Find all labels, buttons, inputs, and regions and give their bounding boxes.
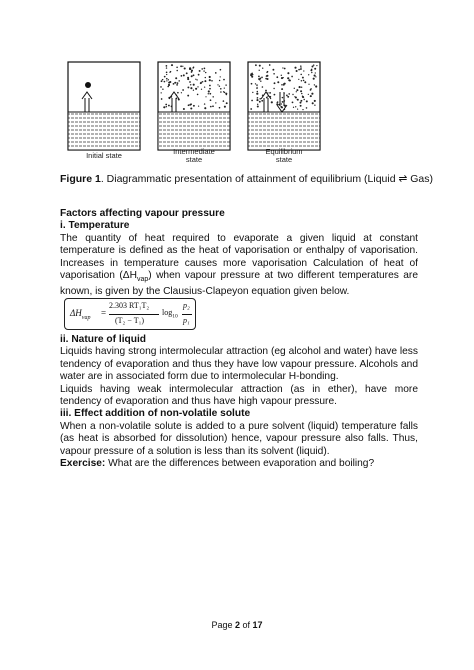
vapour-molecule [259,65,261,67]
caption-text: . Diagrammatic presentation of attainment of equilibrium (Liquid ⇌ Gas) [100,173,433,185]
vapour-molecule [251,76,253,78]
vapour-molecule [188,104,190,106]
section-title: Factors affecting vapour pressure [60,208,225,219]
vapour-molecule [209,79,211,81]
nature-paragraph-2: Liquids having weak intermolecular attraction (as in ether), have more tendency of evaporation and thus have high vapour pressure. [60,383,418,408]
temperature-heading: i. Temperature [60,220,130,232]
vapour-molecule [161,98,163,100]
vapour-molecule [314,104,315,105]
vapour-molecule [273,73,275,75]
vapour-molecule [300,102,302,104]
temperature-paragraph [60,233,418,299]
vapour-molecule [293,107,294,108]
vapour-molecule [297,99,299,101]
vapour-molecule [223,100,225,102]
eq-log [162,308,178,320]
vapour-molecule [300,74,302,76]
vapour-molecule [251,83,253,85]
vapour-molecule [284,83,286,85]
vapour-molecule [220,76,221,77]
vapour-molecule [201,68,203,70]
vapour-molecule [190,107,192,109]
vapour-molecule [219,107,221,109]
vapour-molecule [166,106,167,107]
vapour-molecule [183,108,185,110]
vapour-molecule [269,92,271,94]
vapour-molecule [261,100,263,102]
temperature-sub: vap [136,276,149,284]
vapour-molecule [296,89,298,91]
vapour-molecule [298,79,299,80]
vapour-molecule [257,97,258,98]
vapour-molecule [166,65,168,67]
page-footer [0,620,474,630]
vapour-molecule [176,84,178,86]
vapour-molecule [182,66,183,67]
vapour-molecule [181,92,182,93]
vapour-molecule [252,74,253,75]
caption-label: Figure 1 [60,173,101,185]
equilibrium-state-label [249,148,319,164]
vapour-molecule [168,79,169,80]
vapour-molecule [184,67,186,69]
vapour-molecule [191,75,193,77]
vapour-molecule [175,77,177,79]
exercise-text: What are the differences between evaporation and boiling? [105,458,375,470]
vapour-molecule [204,107,206,109]
vapour-molecule [252,92,253,93]
vapour-molecule [304,81,306,83]
vapour-molecule [204,80,206,82]
vapour-molecule [315,76,316,77]
vapour-molecule [265,90,267,92]
vapour-molecule [284,68,286,70]
vapour-molecule [287,72,289,74]
vapour-molecule [251,100,252,101]
vapour-molecule [298,69,300,71]
vapour-molecule [210,99,212,101]
vapour-molecule [288,79,290,81]
vapour-molecule [303,80,305,82]
vapour-molecule [205,72,206,73]
vapour-molecule [281,103,282,104]
vapour-molecule [201,89,202,90]
vapour-molecule [281,88,283,90]
nature-heading: ii. Nature of liquid [60,334,147,345]
vapour-pressure-section [60,208,418,299]
vapour-molecule [195,88,197,90]
vapour-molecule [162,88,163,89]
vapour-molecule [314,100,316,102]
vapour-molecule [183,74,185,76]
vapour-molecule [257,91,259,93]
vapour-molecule [256,93,258,95]
vapour-molecule [191,71,193,73]
vapour-molecule [287,96,289,98]
vapour-molecule [295,106,296,107]
vapour-molecule [226,94,227,95]
vapour-molecule [266,97,268,99]
vapour-molecule [193,105,195,107]
figure-caption [60,173,440,186]
initial-state-container [68,62,140,150]
vapour-molecule [220,69,222,71]
equilibrium-state-container [248,62,320,150]
vapour-molecule [224,106,226,108]
solute-paragraph: When a non-volatile solute is added to a pure solvent (liquid) temperature falls (as heat is absorbed for dissolution) hence, vapour pressure also falls. Thus, vapour pressure of a solution is less than its solvent (liquid). [60,420,418,457]
vapour-molecule [296,70,298,72]
vapour-molecule [208,93,209,94]
vapour-molecule [190,84,191,85]
vapour-molecule [262,68,263,69]
vapour-molecule [209,88,211,90]
vapour-molecule [215,102,216,103]
vapour-molecule [314,68,316,70]
vapour-molecule [181,75,183,77]
vapour-molecule [308,74,309,75]
vapour-molecule [217,84,218,85]
vapour-molecule [271,101,273,103]
vapour-molecule [267,71,269,73]
vapour-molecule [186,72,188,74]
vapour-molecule [177,82,179,84]
vapour-molecule [310,69,312,71]
vapour-molecule [299,86,301,88]
vapour-molecule [208,90,210,92]
vapour-molecule [262,86,264,88]
vapour-molecule [204,103,205,104]
eq-p-bar [182,314,192,315]
vapour-molecule [259,101,261,103]
vapour-molecule [301,86,302,87]
vapour-molecule [170,71,172,73]
vapour-molecule [292,94,293,95]
vapour-molecule [166,71,168,73]
vapour-molecule [288,77,289,78]
vapour-molecule [177,92,179,94]
vapour-molecule [297,109,298,110]
vapour-molecule [168,105,170,107]
vapour-molecule [192,67,194,69]
vapour-molecule [176,70,178,72]
vapour-molecule [226,102,228,104]
vapour-molecule [180,65,182,67]
vapour-molecule [302,77,304,79]
vapour-molecule [311,72,312,73]
vapour-molecule [182,89,184,91]
vapour-molecule [187,78,189,80]
initial-state-label: Initial state [86,151,122,160]
temperature-text2: ) when vapour pressure at two different temperatures are known, is given by the Clausius-Clapeyon equation given below. [60,270,418,298]
vapour-molecule [274,94,276,96]
footer-prefix: Page [211,620,235,630]
vapour-molecule [209,93,211,95]
vapour-molecule [311,65,313,67]
eq-lhs-sub: vap [81,314,91,321]
vapour-molecule [165,104,167,106]
vapour-molecule [220,88,222,90]
vapour-molecule [301,93,302,94]
vapour-molecule [166,78,168,80]
vapour-molecule [274,82,276,84]
vapour-molecule [225,84,226,85]
vapour-molecule [205,77,206,78]
vapour-molecule [255,64,257,66]
vapour-molecule [189,81,191,83]
vapour-molecule [273,88,274,89]
vapour-molecule [272,69,274,71]
vapour-molecule [292,102,294,104]
vapour-molecule [313,64,315,66]
intermediate-state-label [159,148,229,164]
vapour-molecule [277,101,279,103]
vapour-molecule [223,91,224,92]
vapour-molecule [167,86,169,88]
vapour-molecule [315,72,316,73]
intermediate-label-line2: state [185,155,203,164]
vapour-molecule [166,74,167,75]
vapour-molecule [315,85,317,87]
vapour-molecule [219,85,220,86]
intermediate-label-line1: Intermediate [173,147,215,156]
eq-denominator: (T₂ − T₁) [115,316,145,325]
vapour-molecule [294,88,295,89]
eq-fraction-bar [109,314,159,315]
vapour-molecule [259,70,260,71]
vapour-molecule [197,86,198,87]
vapour-molecule [257,104,258,105]
vapour-molecule [201,82,202,83]
eq-p-den: p₁ [183,316,190,325]
vapour-molecule [294,67,296,69]
vapour-molecule [160,86,162,88]
footer-current-page: 2 [234,620,240,630]
vapour-molecule [193,84,195,86]
vapour-molecule [212,105,214,107]
vapour-molecule [303,99,304,100]
vapour-molecule [219,80,220,81]
figure-diagram [0,0,474,172]
vapour-molecule [302,96,304,98]
vapour-molecule [300,90,302,92]
vapour-molecule [314,84,315,85]
vapour-molecule [193,74,195,76]
vapour-molecule [203,70,204,71]
molecule-dot [85,82,91,88]
vapour-molecule [187,86,189,88]
vapour-molecule [176,67,178,69]
vapour-molecule [301,80,303,82]
vapour-molecule [311,93,313,95]
footer-total-pages: 17 [252,620,263,630]
vapour-molecule [310,89,312,91]
vapour-molecule [175,82,176,83]
vapour-molecule [300,69,302,71]
vapour-molecule [166,67,167,68]
temperature-text: The quantity of heat required to evaporate a given liquid at constant temperature is defined as the heat of vaporisation or enthalpy of vaporisation. Increases in temperature causes more vaporisation Calculation of heat of vaporisation (ΔH [60,232,418,282]
vapour-molecule [212,96,213,97]
vapour-molecule [258,76,260,78]
eq-log-text: log [162,308,173,317]
vapour-molecule [282,67,283,68]
vapour-molecule [256,87,257,88]
intermediate-state-container [158,62,230,150]
vapour-molecule [211,80,213,82]
vapour-molecule [199,70,201,72]
solute-heading: iii. Effect addition of non-volatile solute [60,408,251,420]
vapour-molecule [255,83,256,84]
vapour-molecule [250,108,252,110]
vapour-molecule [166,80,167,81]
vapour-molecule [282,97,283,98]
vapour-molecule [302,109,303,110]
vapour-molecule [220,91,222,93]
exercise-line [60,458,418,470]
vapour-molecule [209,85,211,87]
vapour-molecule [314,75,316,77]
vapour-molecule [261,77,263,79]
equilibrium-label-line2: state [275,155,293,164]
equilibrium-figure [0,0,474,172]
vapour-molecule [161,80,163,82]
vapour-molecule [205,96,206,97]
vapour-molecule [256,99,258,101]
vapour-molecule [266,78,268,80]
nature-section [60,334,418,470]
vapour-molecule [197,94,199,96]
vapour-molecule [269,64,271,66]
nature-paragraph-1: Liquids having strong intermolecular attraction (eg alcohol and water) have less tendency of evaporation and thus they have low vapour pressure. Alcohols and water are in associated form due to intermolecular H-bonding. [60,346,418,383]
footer-middle: of [240,620,253,630]
vapour-molecule [163,106,165,108]
vapour-molecule [260,80,261,81]
eq-numerator: 2.303 RT₁T₂ [109,301,150,310]
vapour-molecule [190,87,192,89]
vapour-molecule [162,79,164,81]
vapour-molecule [276,76,278,78]
vapour-molecule [306,107,308,109]
vapour-molecule [310,95,312,97]
equilibrium-label-line1: Equilibrium [265,147,303,156]
vapour-molecule [313,78,315,80]
vapour-molecule [280,106,282,108]
vapour-molecule [164,81,166,83]
vapour-molecule [281,84,283,86]
vapour-molecule [257,105,259,107]
vapour-molecule [193,90,194,91]
vapour-molecule [288,93,290,95]
vapour-molecule [223,79,225,81]
vapour-molecule [204,68,206,70]
vapour-molecule [173,83,175,85]
vapour-molecule [296,91,297,92]
vapour-molecule [189,104,191,106]
vapour-molecule [306,100,308,102]
vapour-molecule [224,87,225,88]
vapour-molecule [303,70,304,71]
vapour-molecule [256,84,258,86]
vapour-molecule [189,67,191,69]
eq-equals: = [101,308,107,318]
clausius-clapeyron-equation [64,298,196,330]
eq-log-sub: 10 [172,313,178,320]
eq-p-num: p₂ [183,301,190,310]
vapour-molecule [295,96,297,98]
vapour-molecule [282,101,284,103]
exercise-label: Exercise: [60,458,106,470]
vapour-molecule [283,77,284,78]
vapour-molecule [161,92,162,93]
vapour-molecule [209,76,211,78]
vapour-molecule [266,75,268,77]
vapour-molecule [308,84,309,85]
vapour-molecule [316,65,317,66]
vapour-molecule [286,95,288,97]
vapour-molecule [196,79,197,80]
eq-lhs: ΔH [70,308,82,318]
vapour-molecule [300,65,302,67]
vapour-molecule [169,81,171,83]
equation-lhs [70,308,90,321]
vapour-molecule [178,80,180,82]
vapour-molecule [277,81,279,83]
vapour-molecule [312,102,314,104]
vapour-molecule [204,86,205,87]
vapour-molecule [300,100,302,102]
vapour-molecule [281,75,282,76]
vapour-molecule [171,64,173,66]
vapour-molecule [187,95,189,97]
vapour-molecule [195,79,196,80]
vapour-molecule [259,77,261,79]
vapour-molecule [291,76,293,78]
vapour-molecule [198,74,200,76]
vapour-molecule [215,72,217,74]
vapour-molecule [202,81,204,83]
vapour-molecule [164,76,166,78]
vapour-molecule [198,105,199,106]
vapour-molecule [300,105,302,107]
vapour-molecule [210,106,212,108]
vapour-molecule [308,94,309,95]
